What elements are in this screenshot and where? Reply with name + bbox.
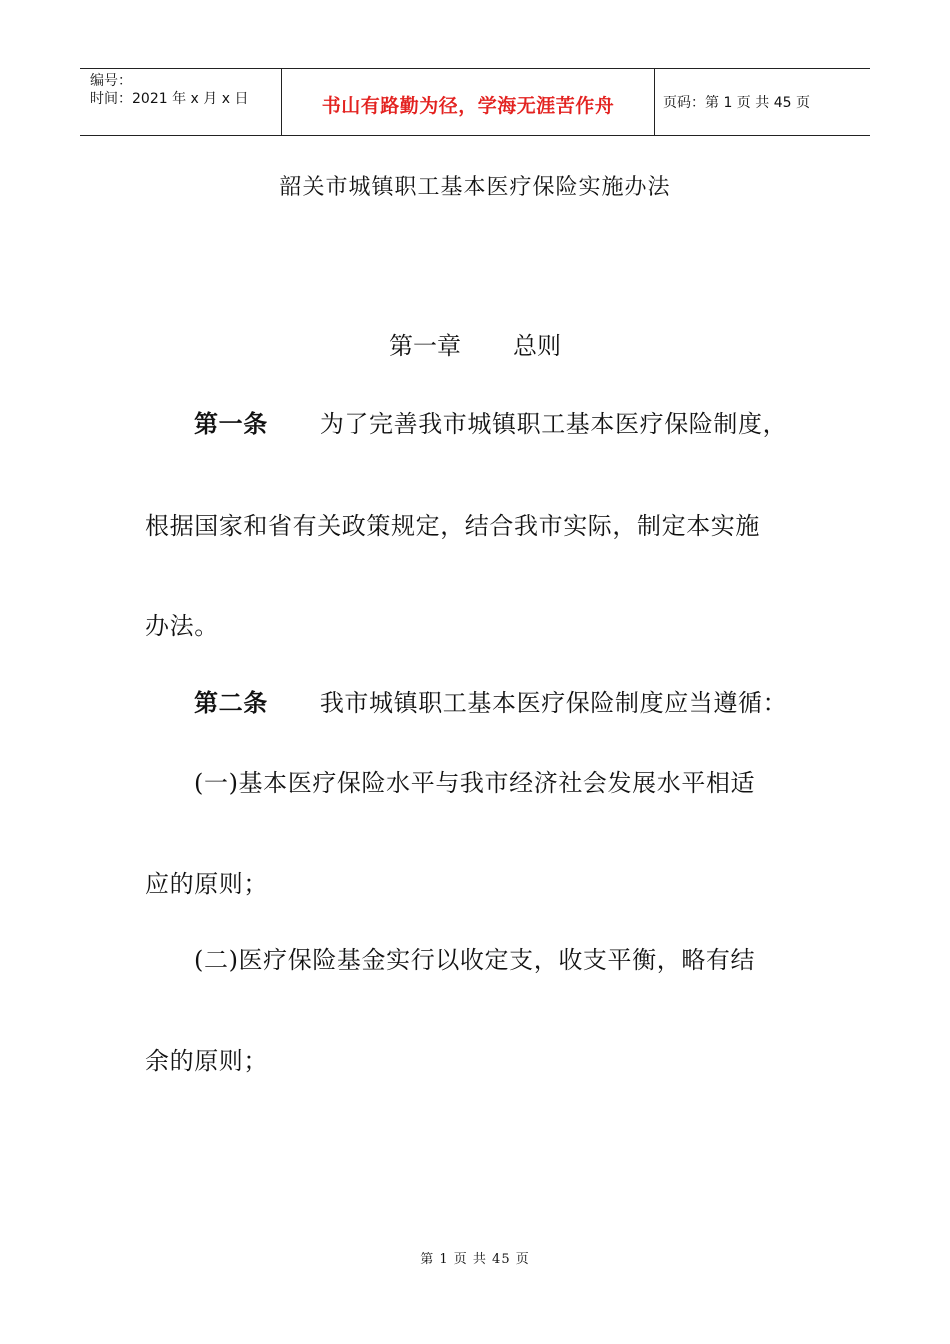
article2-label: 第二条 — [194, 689, 268, 717]
page-footer: 第 1 页 共 45 页 — [420, 1252, 530, 1267]
article2-item2-line1: (二)医疗保险基金实行以收定支，收支平衡，略有结 — [194, 946, 756, 974]
article2-item1-line1: (一)基本医疗保险水平与我市经济社会发展水平相适 — [194, 769, 756, 797]
document-title: 韶关市城镇职工基本医疗保险实施办法 — [279, 175, 671, 200]
header-motto-cell — [282, 69, 655, 135]
header-page-cell — [655, 69, 870, 135]
document-header — [80, 68, 870, 136]
article1-line1 — [194, 404, 854, 439]
article2-item2-line2: 余的原则； — [145, 1047, 268, 1075]
article1-line3: 办法。 — [145, 612, 219, 640]
article1-label: 第一条 — [194, 410, 268, 438]
header-meta-cell — [80, 69, 282, 135]
article1-line2: 根据国家和省有关政策规定，结合我市实际，制定本实施 — [145, 512, 760, 540]
header-motto: 书山有路勤为径，学海无涯苦作舟 — [321, 94, 615, 117]
header-page-info: 页码：第 1 页 共 45 页 — [663, 95, 810, 111]
document-time-label: 时间：2021 年 x 月 x 日 — [90, 91, 249, 107]
article2-text1: 我市城镇职工基本医疗保险制度应当遵循： — [319, 689, 788, 717]
chapter-name: 总则 — [513, 332, 561, 360]
article2-line1 — [194, 683, 854, 718]
document-number-label: 编号： — [90, 73, 132, 89]
article2-item1-line2: 应的原则； — [145, 870, 268, 898]
chapter-number: 第一章 — [389, 332, 461, 360]
article1-text1: 为了完善我市城镇职工基本医疗保险制度， — [319, 410, 788, 438]
chapter-heading — [0, 326, 950, 361]
